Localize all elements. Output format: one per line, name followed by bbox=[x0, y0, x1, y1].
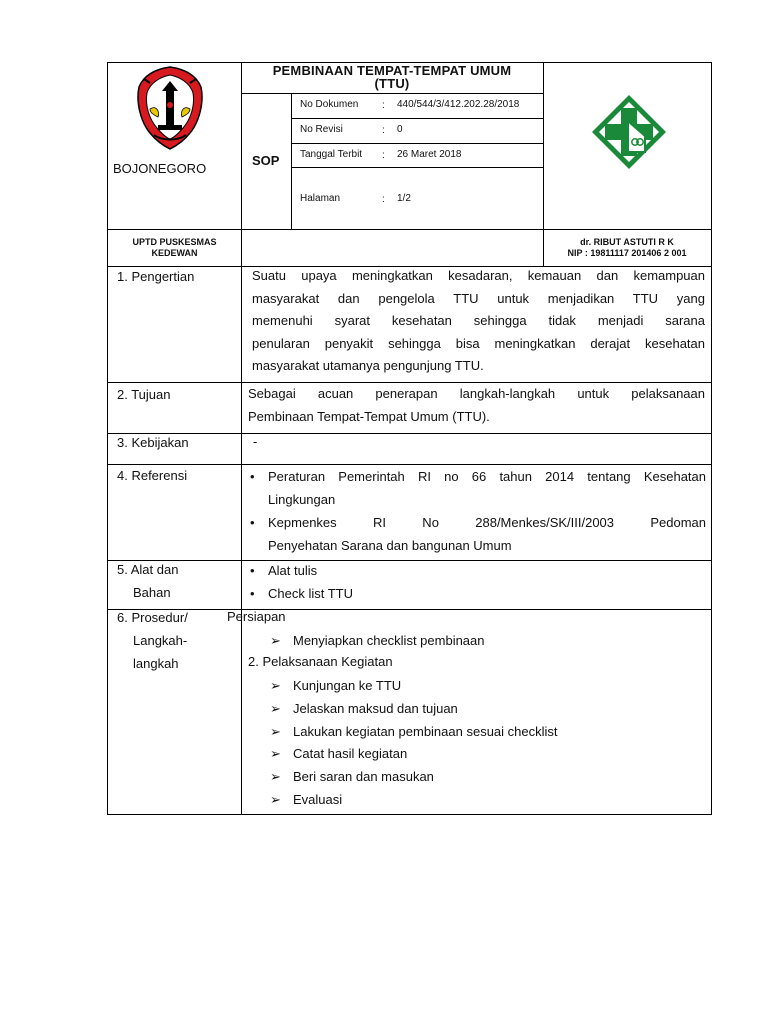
section-kebijakan-label: 3. Kebijakan bbox=[117, 435, 189, 450]
unit-signature-row bbox=[107, 229, 712, 267]
referensi-item-line: Lingkungan bbox=[268, 492, 336, 507]
revision-colon: : bbox=[382, 125, 385, 136]
referensi-item-line: Kepmenkes RI No 288/Menkes/SK/III/2003 Pedoman bbox=[268, 515, 706, 530]
bullet-icon: • bbox=[250, 469, 255, 484]
referensi-list bbox=[244, 465, 706, 557]
bullet-icon: • bbox=[250, 586, 255, 601]
alat-list bbox=[244, 559, 706, 605]
alat-label-line: Bahan bbox=[133, 585, 171, 600]
prosedur-label-line: Langkah- bbox=[133, 633, 188, 648]
alat-item bbox=[244, 582, 706, 605]
bullet-icon: • bbox=[250, 563, 255, 578]
page-value: 1/2 bbox=[397, 193, 411, 204]
section-tujuan-text bbox=[248, 383, 705, 428]
unit-name-line-2: KEDEWAN bbox=[151, 248, 198, 258]
arrow-bullet-icon: ➢ bbox=[270, 724, 281, 739]
alat-item-text: Check list TTU bbox=[268, 586, 353, 601]
sop-header-table bbox=[107, 62, 712, 230]
revision-value: 0 bbox=[397, 124, 403, 135]
arrow-bullet-icon: ➢ bbox=[270, 678, 281, 693]
tujuan-line: Pembinaan Tempat-Tempat Umum (TTU). bbox=[248, 408, 490, 424]
unit-name bbox=[108, 237, 241, 259]
sop-body-table bbox=[107, 266, 712, 815]
page-label: Halaman bbox=[300, 193, 341, 204]
puskesmas-logo bbox=[589, 92, 669, 172]
procedure-step-text: Catat hasil kegiatan bbox=[293, 746, 408, 761]
alat-label-line: 5. Alat dan bbox=[117, 562, 179, 577]
doc-number-value: 440/544/3/412.202.28/2018 bbox=[397, 99, 520, 110]
referensi-item bbox=[244, 511, 706, 557]
document-title bbox=[241, 64, 543, 90]
title-line-1: PEMBINAAN TEMPAT-TEMPAT UMUM bbox=[272, 63, 512, 78]
pengertian-line: memenuhi syarat kesehatan sehingga tidak menjadi sarana bbox=[252, 313, 705, 328]
signatory bbox=[543, 237, 711, 259]
procedure-step-text: Jelaskan maksud dan tujuan bbox=[293, 701, 458, 716]
sop-label: SOP bbox=[252, 153, 280, 168]
issue-date-colon: : bbox=[382, 150, 385, 161]
doc-number-label: No Dokumen bbox=[300, 99, 359, 110]
issue-date-label: Tanggal Terbit bbox=[300, 149, 363, 160]
procedure-step-text: Beri saran dan masukan bbox=[293, 769, 434, 784]
arrow-bullet-icon: ➢ bbox=[270, 633, 281, 648]
page-colon: : bbox=[382, 194, 385, 205]
pengertian-line: Suatu upaya meningkatkan kesadaran, kemauan dan kemampuan bbox=[252, 268, 705, 283]
section-pengertian-text bbox=[252, 265, 705, 378]
unit-name-line-1: UPTD PUSKESMAS bbox=[132, 237, 217, 247]
signatory-name: dr. RIBUT ASTUTI R K bbox=[580, 237, 674, 247]
arrow-bullet-icon: ➢ bbox=[270, 769, 281, 784]
pengertian-line: masyarakat utamanya pengunjung TTU. bbox=[252, 358, 484, 373]
title-line-2: (TTU) bbox=[374, 76, 410, 91]
procedure-step-text: Evaluasi bbox=[293, 792, 343, 807]
bullet-icon: • bbox=[250, 515, 255, 530]
prosedur-label-line: 6. Prosedur/ bbox=[117, 610, 188, 625]
prosedur-label-line: langkah bbox=[133, 656, 179, 671]
section-referensi-label: 4. Referensi bbox=[117, 468, 188, 483]
doc-number-colon: : bbox=[382, 100, 385, 111]
signatory-nip: NIP : 19811117 201406 2 001 bbox=[567, 248, 687, 258]
procedure-step-text: Menyiapkan checklist pembinaan bbox=[293, 633, 485, 648]
step-persiapan-heading: Persiapan bbox=[227, 609, 286, 624]
issue-date-value: 26 Maret 2018 bbox=[397, 149, 462, 160]
pengertian-line: masyarakat dan pengelola TTU untuk menjadikan TTU yang bbox=[252, 290, 705, 306]
referensi-item bbox=[244, 465, 706, 511]
section-pengertian-label: 1. Pengertian bbox=[117, 269, 195, 284]
alat-item-text: Alat tulis bbox=[268, 563, 318, 578]
procedure-step-text: Lakukan kegiatan pembinaan sesuai checklist bbox=[293, 724, 558, 739]
procedure-step-text: Kunjungan ke TTU bbox=[293, 678, 402, 693]
referensi-item-line: Peraturan Pemerintah RI no 66 tahun 2014 tentang Kesehatan bbox=[268, 469, 706, 484]
referensi-item-line: Penyehatan Sarana dan bangunan Umum bbox=[268, 538, 512, 553]
arrow-bullet-icon: ➢ bbox=[270, 746, 281, 761]
tujuan-line: Sebagai acuan penerapan langkah-langkah untuk pelaksanaan bbox=[248, 386, 705, 401]
arrow-bullet-icon: ➢ bbox=[270, 701, 281, 716]
section-prosedur-label bbox=[117, 606, 188, 675]
section-kebijakan-value: - bbox=[253, 434, 258, 449]
pengertian-line: penularan penyakit sehingga bisa meningkatkan derajat kesehatan bbox=[252, 335, 705, 351]
alat-item bbox=[244, 559, 706, 582]
org-name: BOJONEGORO bbox=[113, 161, 207, 176]
arrow-bullet-icon: ➢ bbox=[270, 792, 281, 807]
step-pelaksanaan-heading: 2. Pelaksanaan Kegiatan bbox=[248, 654, 393, 669]
section-tujuan-label: 2. Tujuan bbox=[117, 387, 171, 402]
section-alat-label bbox=[117, 558, 178, 604]
bojonegoro-regency-logo bbox=[136, 65, 204, 151]
revision-label: No Revisi bbox=[300, 124, 343, 135]
